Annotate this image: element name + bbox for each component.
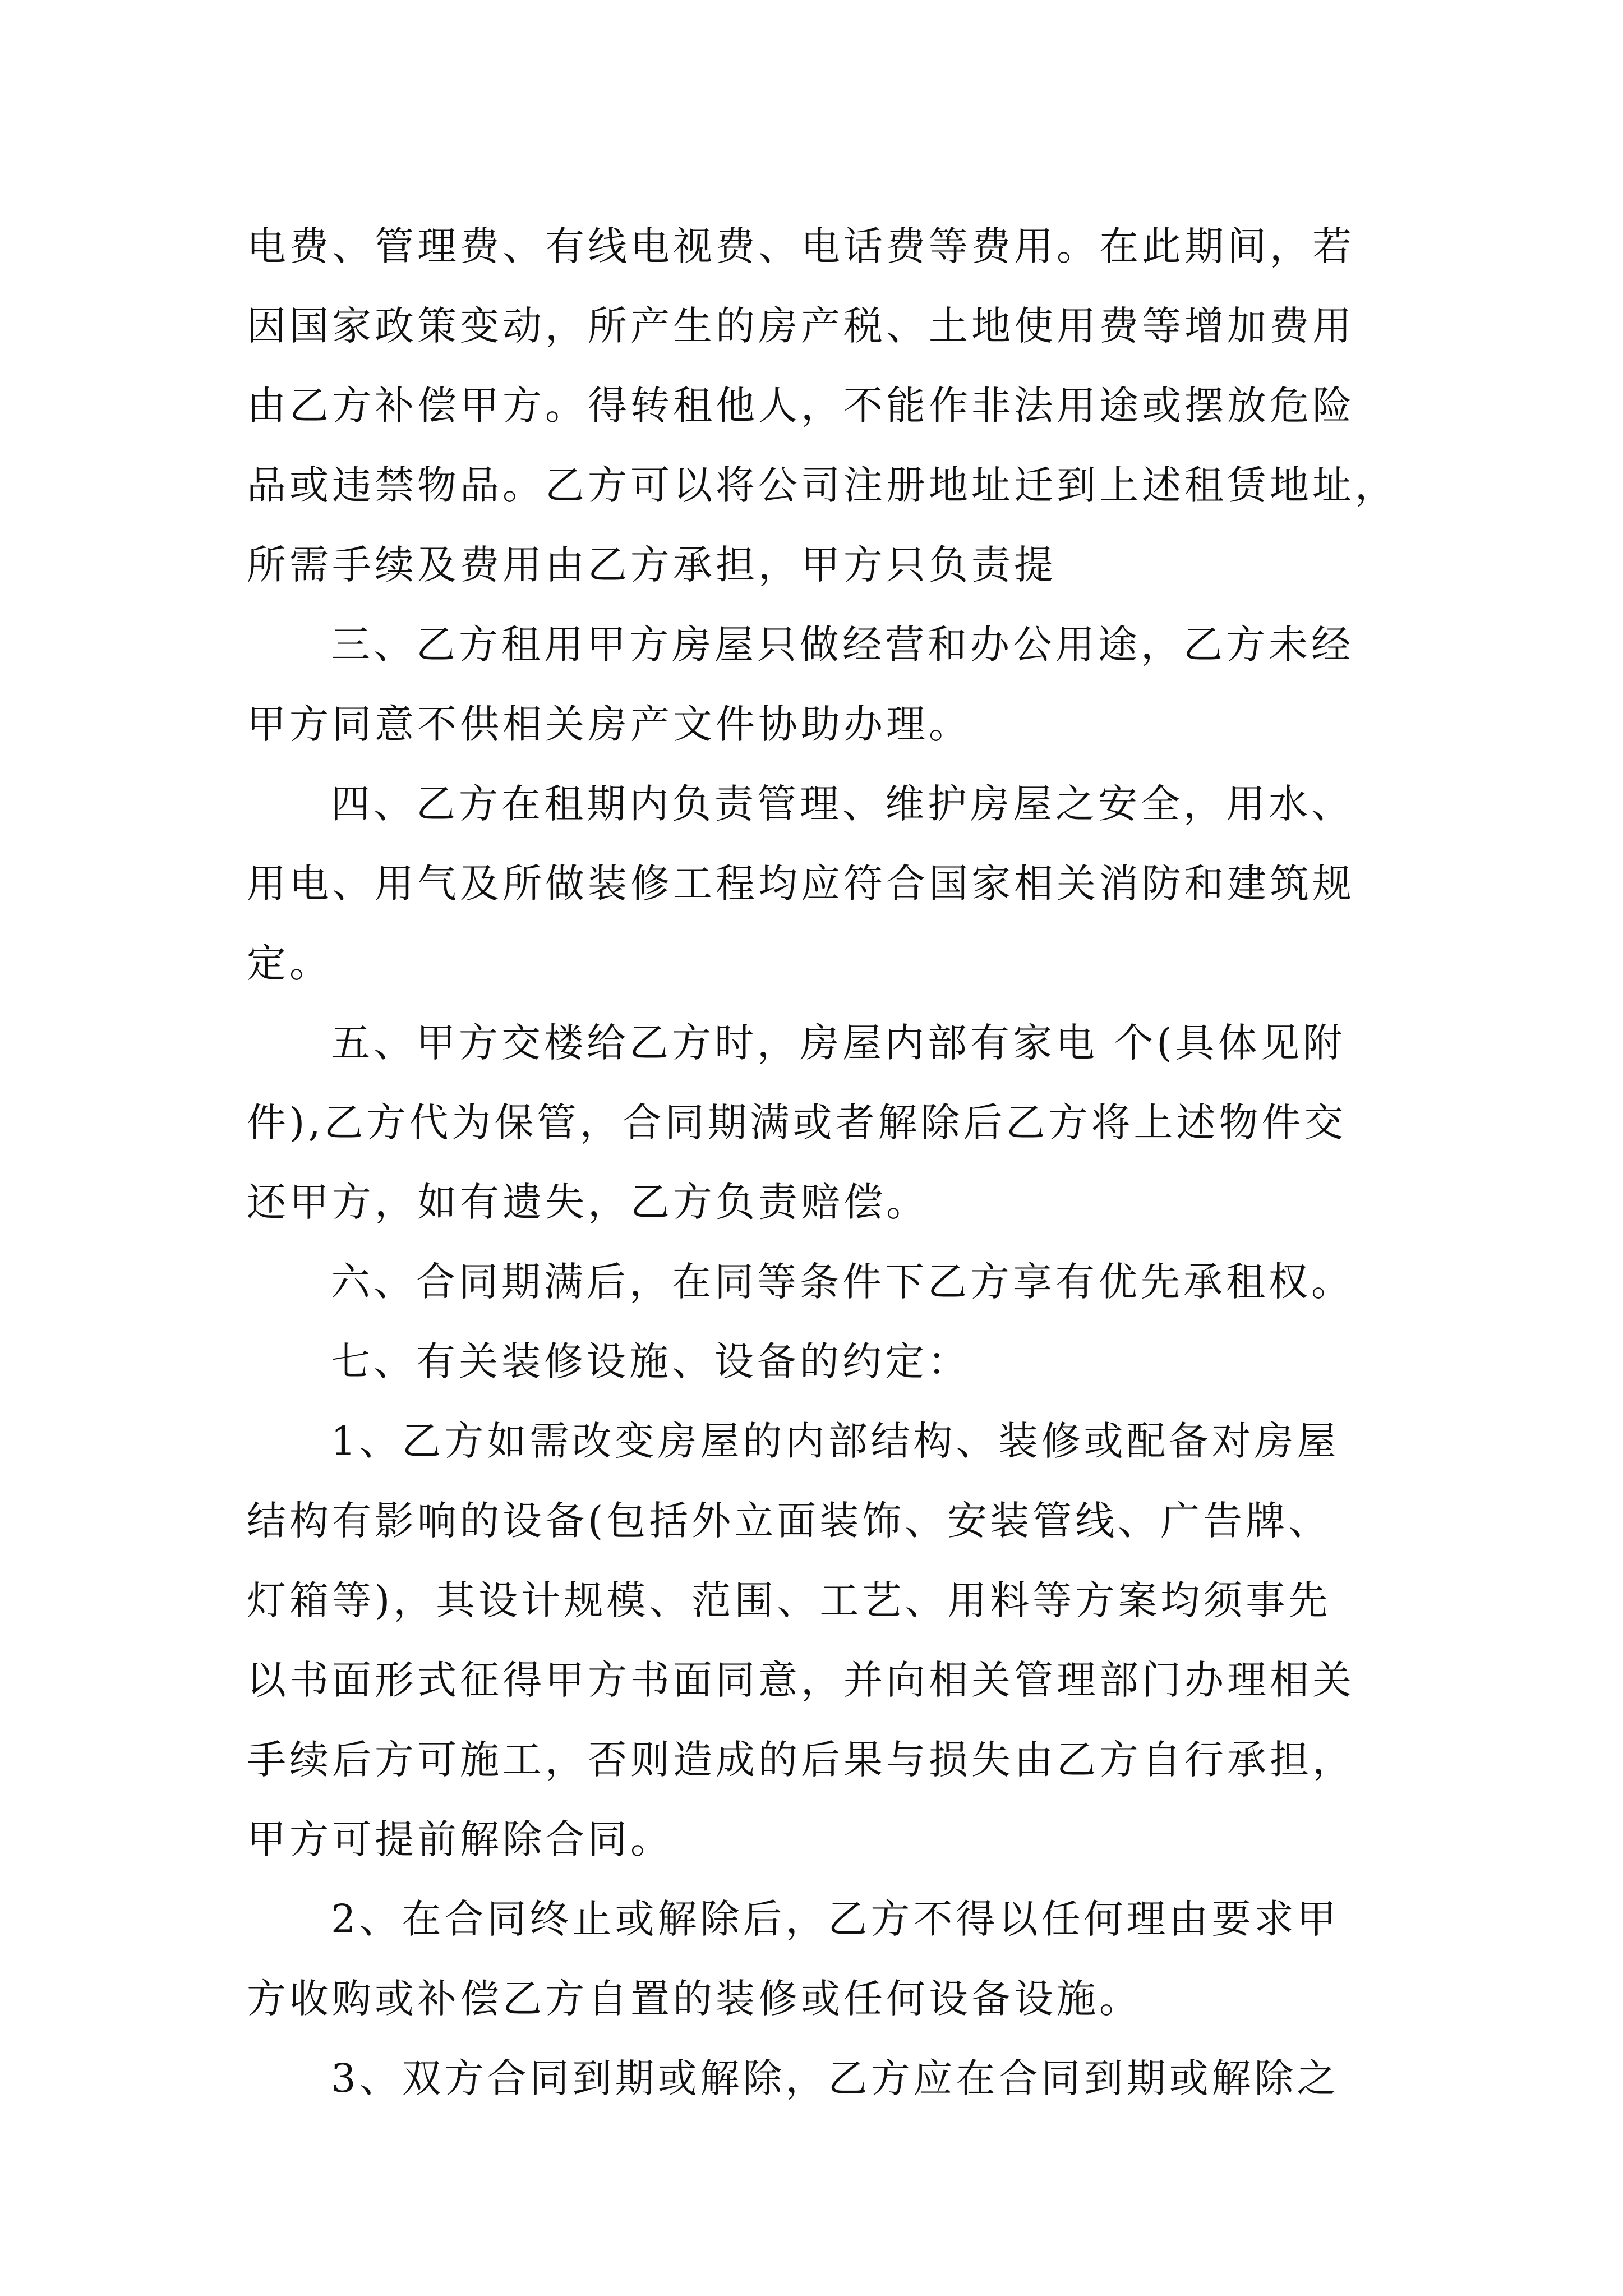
item-2-line: 2、在合同终止或解除后，乙方不得以任何理由要求甲 <box>331 1896 1340 1942</box>
text-line: 电费、管理费、有线电视费、电话费等费用。在此期间，若 <box>247 223 1355 269</box>
text-line: 甲方可提前解除合同。 <box>247 1816 673 1862</box>
clause-5-line: 五、甲方交楼给乙方时，房屋内部有家电 个(具体见附 <box>331 1020 1346 1066</box>
clause-4-line: 四、乙方在租期内负责管理、维护房屋之安全，用水、 <box>331 781 1354 827</box>
text-line: 由乙方补偿甲方。得转租他人，不能作非法用途或摆放危险 <box>247 383 1355 429</box>
document-body <box>247 206 1398 2118</box>
clause-3-line: 三、乙方租用甲方房屋只做经营和办公用途，乙方未经 <box>331 622 1354 668</box>
item-3-line: 3、双方合同到期或解除，乙方应在合同到期或解除之 <box>331 2055 1340 2101</box>
text-line: 方收购或补偿乙方自置的装修或任何设备设施。 <box>247 1976 1142 2022</box>
clause-6-line: 六、合同期满后，在同等条件下乙方享有优先承租权。 <box>331 1259 1354 1305</box>
text-line: 结构有影响的设备(包括外立面装饰、安装管线、广告牌、 <box>247 1498 1331 1544</box>
text-line: 灯箱等)，其设计规模、范围、工艺、用料等方案均须事先 <box>247 1577 1331 1623</box>
text-line: 所需手续及费用由乙方承担，甲方只负责提 <box>247 542 1057 588</box>
text-line: 甲方同意不供相关房产文件协助办理。 <box>247 701 971 747</box>
text-line: 手续后方可施工，否则造成的后果与损失由乙方自行承担， <box>247 1737 1355 1783</box>
text-line: 品或违禁物品。乙方可以将公司注册地址迁到上述租赁地址， <box>247 462 1398 508</box>
clause-7-heading: 七、有关装修设施、设备的约定： <box>331 1338 970 1384</box>
text-line: 以书面形式征得甲方书面同意，并向相关管理部门办理相关 <box>247 1657 1355 1703</box>
text-line: 还甲方，如有遗失，乙方负责赔偿。 <box>247 1179 929 1225</box>
item-1-line: 1、乙方如需改变房屋的内部结构、装修或配备对房屋 <box>331 1418 1340 1464</box>
text-line: 因国家政策变动，所产生的房产税、土地使用费等增加费用 <box>247 303 1355 349</box>
text-line: 用电、用气及所做装修工程均应符合国家相关消防和建筑规 <box>247 861 1355 907</box>
text-line: 件),乙方代为保管，合同期满或者解除后乙方将上述物件交 <box>247 1099 1347 1145</box>
text-line: 定。 <box>247 940 332 986</box>
